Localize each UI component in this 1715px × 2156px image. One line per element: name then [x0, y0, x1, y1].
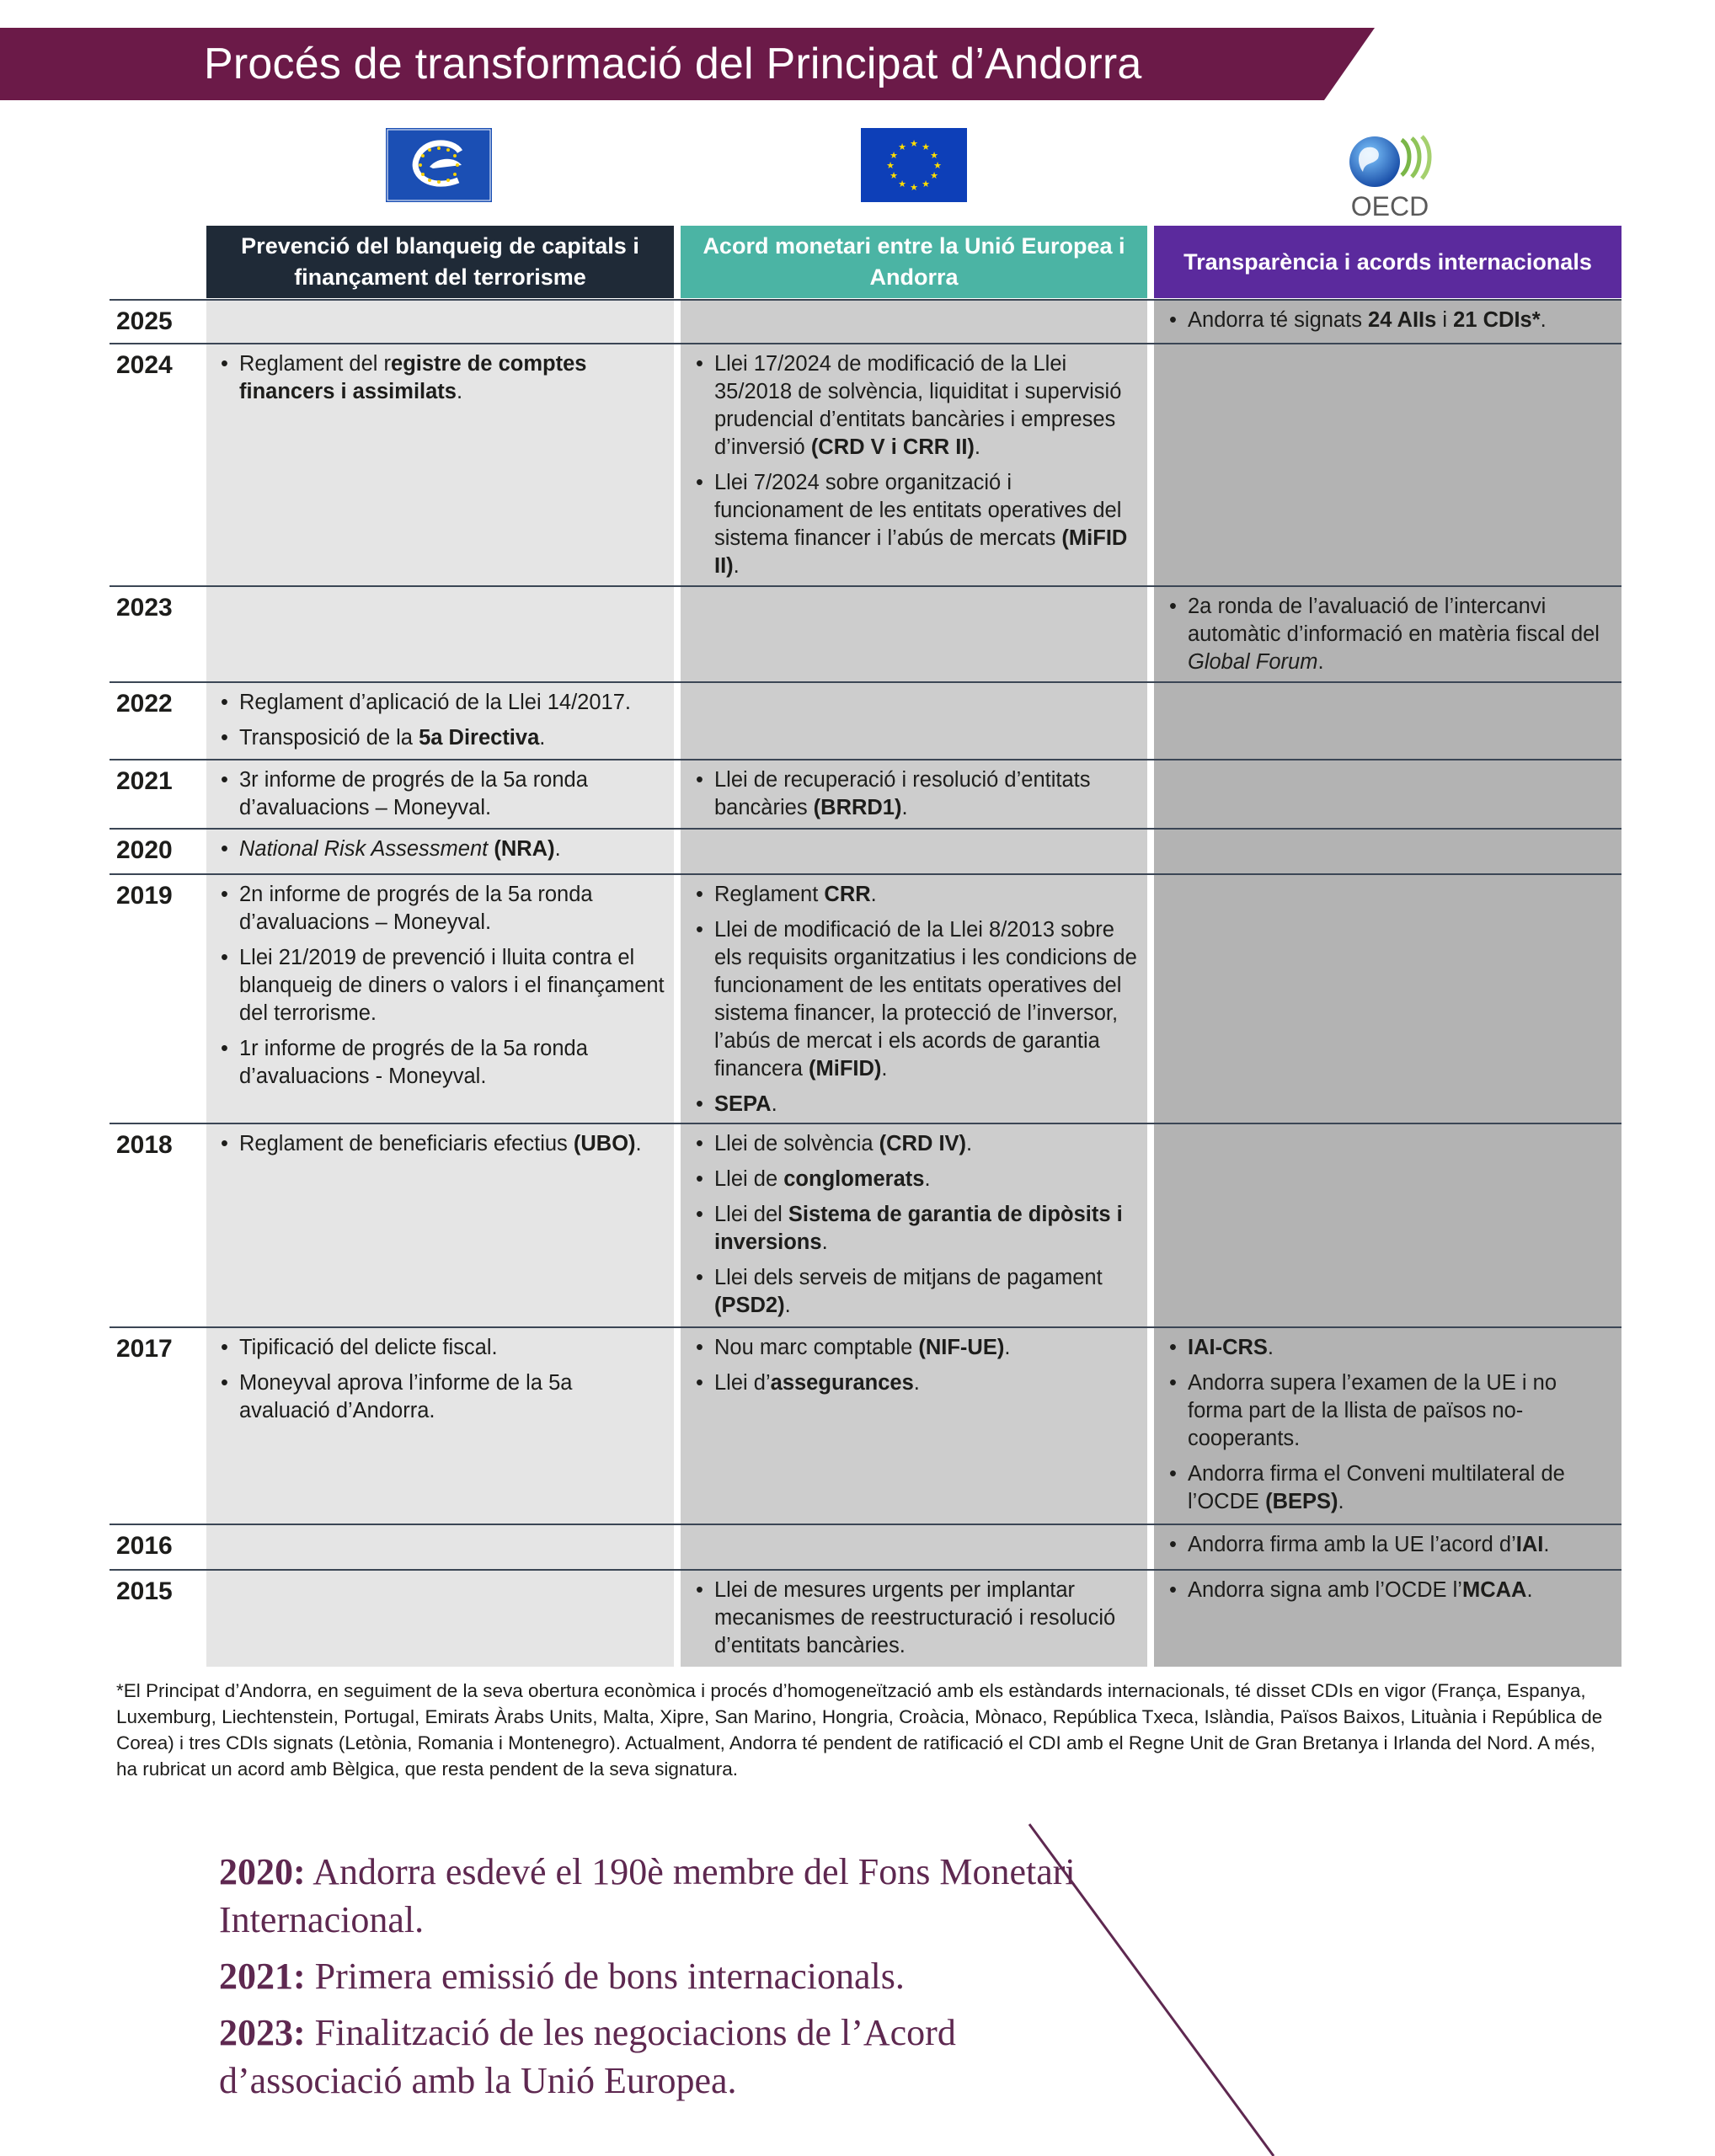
- cell-oecd-2023: [1169, 593, 1616, 684]
- cell-eu-2017: [696, 1334, 1138, 1405]
- list-item: [221, 724, 667, 752]
- item-text: Llei de solvència: [714, 1132, 879, 1155]
- cell-oecd-2016: [1169, 1531, 1616, 1566]
- milestone-facts: [219, 1848, 1095, 2113]
- item-text: (NRA): [494, 837, 555, 861]
- list-item: [696, 1334, 1138, 1362]
- fact-year: 2021:: [219, 1956, 306, 1997]
- item-text: MCAA: [1461, 1578, 1527, 1602]
- row-separator: [110, 873, 1622, 875]
- column-header-aml: Prevenció del blanqueig de capitals i finançament del terrorisme: [206, 226, 674, 298]
- item-text: .: [1338, 1490, 1344, 1513]
- cell-eu-2015: [696, 1577, 1138, 1668]
- list-item: [696, 766, 1138, 822]
- list-item: [696, 881, 1138, 909]
- item-text: 2a ronda de l’avaluació de l’intercanvi automàtic d’informació en matèria fiscal del: [1188, 595, 1600, 646]
- row-separator: [110, 1326, 1622, 1328]
- cell-eu-2024: [696, 350, 1138, 588]
- item-text: 2n informe de progrés de la 5a ronda d’avaluacions – Moneyval.: [239, 883, 593, 934]
- item-text: Llei del: [714, 1203, 788, 1226]
- list-item: [696, 1201, 1138, 1257]
- list-item: [1169, 1334, 1616, 1362]
- page-title: Procés de transformació del Principat d’Andorra: [204, 40, 1142, 88]
- item-text: Andorra té signats: [1188, 308, 1369, 332]
- list-item: [696, 1264, 1138, 1320]
- row-separator: [110, 828, 1622, 830]
- item-text: .: [1004, 1336, 1011, 1359]
- svg-text:★: ★: [910, 138, 918, 149]
- row-separator: [110, 299, 1622, 301]
- item-text: (NIF-UE): [918, 1336, 1005, 1359]
- fact-text: Primera emissió de bons internacionals.: [305, 1956, 905, 1997]
- cell-aml-2019: [221, 881, 667, 1098]
- list-item: [1169, 1369, 1616, 1453]
- item-text: Llei d’: [714, 1371, 771, 1395]
- svg-text:★: ★: [930, 150, 938, 161]
- item-text: .: [966, 1132, 973, 1155]
- item-text: Llei dels serveis de mitjans de pagament: [714, 1266, 1103, 1289]
- list-item: [221, 944, 667, 1027]
- item-text: .: [974, 435, 980, 459]
- item-text: .: [821, 1230, 828, 1254]
- list-item: [696, 1130, 1138, 1158]
- svg-text:★: ★: [933, 160, 942, 171]
- item-text: (MiFID II): [714, 526, 1128, 578]
- row-separator: [110, 1524, 1622, 1525]
- cell-aml-2022: [221, 689, 667, 760]
- svg-text:★: ★: [890, 170, 898, 181]
- item-text: National Risk Assessment: [239, 837, 489, 861]
- list-item: [1169, 1531, 1616, 1559]
- item-text: (UBO): [573, 1132, 636, 1155]
- cell-oecd-2017: [1169, 1334, 1616, 1524]
- item-text: (CRD IV): [879, 1132, 967, 1155]
- fact-year: 2023:: [219, 2012, 306, 2053]
- item-text: Sistema de garantia de dipòsits i inversions: [714, 1203, 1123, 1254]
- row-separator: [110, 585, 1622, 587]
- list-item: [221, 1130, 667, 1158]
- item-text: 5a Directiva: [419, 726, 540, 750]
- item-text: Tipificació del delicte fiscal.: [239, 1336, 498, 1359]
- list-item: [1169, 593, 1616, 676]
- list-item: [696, 469, 1138, 580]
- item-text: Andorra firma amb la UE l’acord d’: [1188, 1533, 1516, 1556]
- list-item: [1169, 1460, 1616, 1516]
- cell-eu-2019: [696, 881, 1138, 1126]
- list-item: [221, 835, 667, 863]
- year-label: 2018: [116, 1131, 173, 1159]
- item-text: Reglament de beneficiaris efectius: [239, 1132, 574, 1155]
- item-text: SEPA: [714, 1092, 772, 1116]
- list-item: [221, 1334, 667, 1362]
- item-text: .: [924, 1167, 931, 1191]
- fact-text: Andorra esdevé el 190è membre del Fons Monetari Internacional.: [219, 1851, 1076, 1940]
- oecd-logo-text: OECD: [1350, 191, 1429, 221]
- svg-text:★: ★: [922, 141, 930, 152]
- year-label: 2022: [116, 690, 173, 718]
- item-text: assegurances: [770, 1371, 914, 1395]
- cell-aml-2018: [221, 1130, 667, 1166]
- item-text: Llei de mesures urgents per implantar mecanismes de reestructuració i resolució d’entitats bancàries.: [714, 1578, 1116, 1657]
- item-text: IAI-CRS: [1188, 1336, 1268, 1359]
- item-text: .: [870, 883, 877, 906]
- svg-text:★: ★: [922, 179, 930, 189]
- item-text: (BEPS): [1265, 1490, 1338, 1513]
- milestone-fact: [219, 2009, 1095, 2105]
- item-text: Andorra supera l’examen de la UE i no forma part de la llista de països no-cooperants.: [1188, 1371, 1557, 1450]
- item-text: .: [881, 1057, 888, 1081]
- list-item: [696, 1091, 1138, 1118]
- item-text: Llei 21/2019 de prevenció i lluita contra el blanqueig de diners o valors i el finançament del terrorisme.: [239, 946, 665, 1025]
- fact-text: Finalització de les negociacions de l’Acord d’associació amb la Unió Europea.: [219, 2012, 956, 2101]
- svg-text:★: ★: [898, 141, 906, 152]
- oecd-logo: [1339, 128, 1442, 221]
- row-separator: [110, 759, 1622, 760]
- cell-aml-2021: [221, 766, 667, 830]
- list-item: [696, 1369, 1138, 1397]
- svg-text:★: ★: [890, 150, 898, 161]
- item-text: Llei de modificació de la Llei 8/2013 sobre els requisits organitzatius i les condicions de funcionament de les entitats operatives del sistema financer, la protecció de l’inversor, l’abús de mercat i els acords de garantia financera: [714, 918, 1137, 1081]
- item-text: egistre de comptes financers i assimilats: [239, 352, 587, 403]
- list-item: [696, 916, 1138, 1083]
- item-text: Andorra firma el Conveni multilateral de l’OCDE: [1188, 1462, 1565, 1513]
- item-text: .: [1317, 650, 1324, 674]
- item-text: .: [1540, 308, 1547, 332]
- item-text: .: [1267, 1336, 1274, 1359]
- item-text: Nou marc comptable: [714, 1336, 919, 1359]
- item-text: (PSD2): [714, 1294, 785, 1317]
- year-label: 2015: [116, 1577, 173, 1605]
- year-label: 2020: [116, 836, 173, 864]
- item-text: .: [456, 380, 463, 403]
- cell-oecd-2025: [1169, 307, 1616, 342]
- row-separator: [110, 1569, 1622, 1571]
- year-label: 2016: [116, 1532, 173, 1560]
- year-label: 2021: [116, 767, 173, 795]
- item-text: conglomerats: [783, 1167, 925, 1191]
- item-text: 1r informe de progrés de la 5a ronda d’avaluacions - Moneyval.: [239, 1037, 588, 1088]
- list-item: [221, 350, 667, 406]
- item-text: Moneyval aprova l’informe de la 5a avaluació d’Andorra.: [239, 1371, 573, 1422]
- item-text: .: [771, 1092, 777, 1116]
- item-text: .: [554, 837, 561, 861]
- item-text: Llei de recuperació i resolució d’entitats bancàries: [714, 768, 1091, 819]
- milestone-fact: [219, 1848, 1095, 1944]
- item-text: .: [733, 554, 740, 578]
- list-item: [221, 1035, 667, 1091]
- svg-text:★: ★: [930, 170, 938, 181]
- year-label: 2024: [116, 351, 173, 379]
- cell-eu-2021: [696, 766, 1138, 830]
- item-text: 3r informe de progrés de la 5a ronda d’avaluacions – Moneyval.: [239, 768, 588, 819]
- year-label: 2019: [116, 882, 173, 910]
- item-text: Transposició de la: [239, 726, 419, 750]
- cell-aml-2017: [221, 1334, 667, 1433]
- row-separator: [110, 681, 1622, 683]
- footnote: *El Principat d’Andorra, en seguiment de la seva obertura econòmica i procés d’homogeneïtzació amb els estàndards internacionals, té disset CDIs en vigor (França, Espanya, Luxemburg, Liechtenstein, Portugal, Emirats Àrabs Units, Malta, Xipre, San Marino, Hongria, Croàcia, Mònaco, República Txeca, Islàndia, Països Baixos, Lituània i República de Corea) i tres CDIs signats (Letònia, Romania i Montenegro). Actualment, Andorra té pendent de ratificació el CDI amb el Regne Unit de Gran Bretanya i Irlanda del Nord. A més, ha rubricat un acord amb Bèlgica, que resta pendent de la seva signatura.: [116, 1680, 1603, 1780]
- fact-year: 2020:: [219, 1851, 306, 1892]
- item-text: (MiFID): [809, 1057, 882, 1081]
- item-text: .: [901, 796, 908, 819]
- year-label: 2017: [116, 1335, 173, 1363]
- list-item: [221, 881, 667, 937]
- item-text: CRR: [824, 883, 871, 906]
- item-text: (CRD V i CRR II): [810, 435, 975, 459]
- year-label: 2025: [116, 307, 173, 335]
- cell-aml-2024: [221, 350, 667, 414]
- list-item: [696, 1577, 1138, 1660]
- item-text: Global Forum: [1188, 650, 1318, 674]
- column-header-eu-monetary: Acord monetari entre la Unió Europea i Andorra: [681, 226, 1147, 298]
- list-item: [1169, 1577, 1616, 1604]
- title-banner: [0, 0, 1381, 101]
- cell-aml-2020: [221, 835, 667, 871]
- item-text: .: [1526, 1578, 1533, 1602]
- list-item: [221, 766, 667, 822]
- item-text: 24 AIIs: [1368, 308, 1437, 332]
- column-header-transparency: Transparència i acords internacionals: [1154, 226, 1622, 298]
- cell-oecd-2015: [1169, 1577, 1616, 1612]
- milestone-fact: [219, 1952, 1095, 2000]
- list-item: [221, 689, 667, 717]
- svg-text:★: ★: [898, 179, 906, 189]
- cell-eu-2018: [696, 1130, 1138, 1327]
- row-separator: [110, 343, 1622, 344]
- year-label: 2023: [116, 594, 173, 622]
- item-text: .: [1543, 1533, 1550, 1556]
- item-text: .: [539, 726, 546, 750]
- svg-text:★: ★: [910, 182, 918, 193]
- row-separator: [110, 1123, 1622, 1124]
- eu-flag-logo: [861, 128, 967, 202]
- item-text: Reglament del r: [239, 352, 392, 376]
- list-item: [696, 350, 1138, 462]
- item-text: Reglament: [714, 883, 825, 906]
- item-text: Llei 17/2024 de modificació de la Llei 35/2018 de solvència, liquiditat i supervisió prudencial d’entitats bancàries i empreses d’inversió: [714, 352, 1122, 459]
- council-of-europe-logo: [386, 128, 492, 202]
- item-text: Llei de: [714, 1167, 784, 1191]
- list-item: [696, 1166, 1138, 1193]
- item-text: .: [635, 1132, 642, 1155]
- item-text: 21 CDIs*: [1453, 308, 1541, 332]
- item-text: Llei 7/2024 sobre organització i funcionament de les entitats operatives del sistema financer i l’abús de mercats: [714, 471, 1122, 550]
- item-text: i: [1436, 308, 1454, 332]
- list-item: [221, 1369, 667, 1425]
- list-item: [1169, 307, 1616, 334]
- item-text: (BRRD1): [813, 796, 902, 819]
- svg-text:★: ★: [886, 160, 895, 171]
- item-text: Reglament d’aplicació de la Llei 14/2017.: [239, 691, 631, 714]
- item-text: Andorra signa amb l’OCDE l’: [1188, 1578, 1462, 1602]
- item-text: IAI: [1515, 1533, 1544, 1556]
- item-text: .: [784, 1294, 791, 1317]
- item-text: .: [913, 1371, 920, 1395]
